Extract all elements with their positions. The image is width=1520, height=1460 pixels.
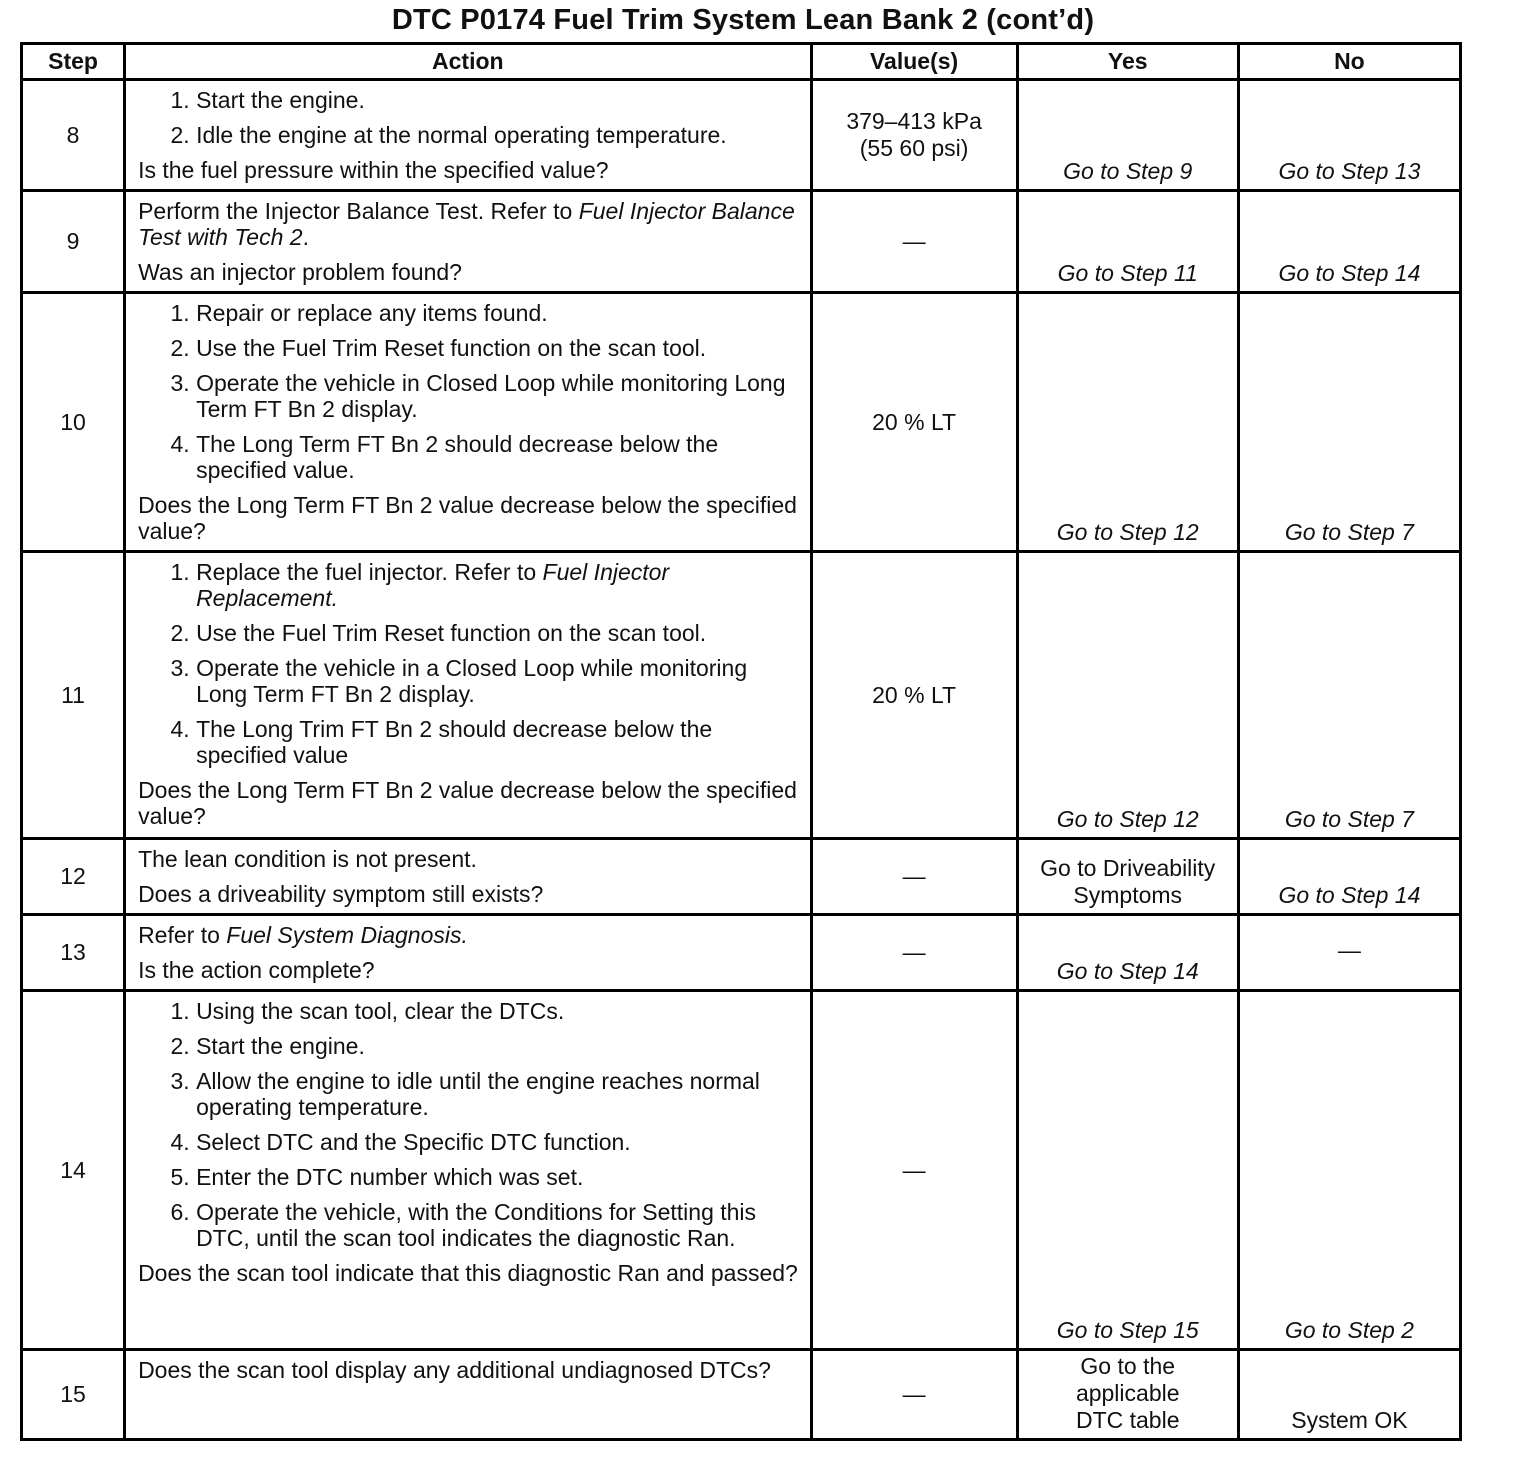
no-cell: Go to Step 13 <box>1238 80 1460 191</box>
reference-link[interactable]: Fuel Injector Balance Test with Tech 2 <box>138 198 795 250</box>
value-cell: 20 % LT <box>811 552 1017 839</box>
action-step: 2. Start the engine. <box>196 1033 799 1059</box>
yes-cell: Go to Step 15 <box>1017 991 1238 1350</box>
yes-cell: Go to Step 12 <box>1017 552 1238 839</box>
no-cell: — <box>1238 915 1460 991</box>
table-row <box>22 839 1461 915</box>
step-number: 15 <box>22 1350 125 1440</box>
action-steps <box>138 87 799 148</box>
action-intro: The lean condition is not present. <box>138 846 477 872</box>
action-question: Does the scan tool display any additional undiagnosed DTCs? <box>138 1357 771 1383</box>
value-cell: 20 % LT <box>811 293 1017 552</box>
action-cell <box>125 552 811 839</box>
action-step: 6. Operate the vehicle, with the Conditions for Setting this DTC, until the scan tool indicates the diagnostic Ran. <box>196 1199 799 1251</box>
yes-line: Go to Driveability <box>1040 855 1216 881</box>
header-action: Action <box>125 44 811 80</box>
action-question: Does the Long Term FT Bn 2 value decrease below the specified value? <box>138 777 797 829</box>
table-row <box>22 1350 1461 1440</box>
action-step: 4. The Long Term FT Bn 2 should decrease below the specified value. <box>196 431 799 483</box>
yes-line: Go to the <box>1080 1353 1176 1379</box>
action-step: 2. Use the Fuel Trim Reset function on the scan tool. <box>196 620 799 646</box>
step-number: 12 <box>22 839 125 915</box>
step-text: Replace the fuel injector. Refer to <box>196 559 543 585</box>
action-step: 2. Idle the engine at the normal operating temperature. <box>196 122 799 148</box>
value-cell: — <box>811 1350 1017 1440</box>
no-cell: Go to Step 2 <box>1238 991 1460 1350</box>
action-question: Does a driveability symptom still exists? <box>138 881 544 907</box>
action-steps <box>138 300 799 483</box>
no-cell: Go to Step 14 <box>1238 839 1460 915</box>
action-step: 1. Start the engine. <box>196 87 799 113</box>
action-question: Was an injector problem found? <box>138 259 462 285</box>
action-cell <box>125 991 811 1350</box>
action-question: Does the scan tool indicate that this diagnostic Ran and passed? <box>138 1260 798 1286</box>
table-row <box>22 991 1461 1350</box>
yes-line: Symptoms <box>1073 882 1183 908</box>
action-intro <box>138 198 799 250</box>
yes-cell: Go to Step 14 <box>1017 915 1238 991</box>
yes-cell: Go to Step 9 <box>1017 80 1238 191</box>
action-step: 3. Allow the engine to idle until the engine reaches normal operating temperature. <box>196 1068 799 1120</box>
no-cell: Go to Step 14 <box>1238 191 1460 293</box>
header-step: Step <box>22 44 125 80</box>
action-step: 3. Operate the vehicle in a Closed Loop while monitoring Long Term FT Bn 2 display. <box>196 655 799 707</box>
action-step: 1. Using the scan tool, clear the DTCs. <box>196 998 799 1024</box>
table-row <box>22 293 1461 552</box>
value-cell: — <box>811 839 1017 915</box>
table-row <box>22 80 1461 191</box>
action-question: Does the Long Term FT Bn 2 value decrease below the specified value? <box>138 492 797 544</box>
no-cell: Go to Step 7 <box>1238 552 1460 839</box>
step-number: 9 <box>22 191 125 293</box>
no-cell: Go to Step 7 <box>1238 293 1460 552</box>
action-cell <box>125 1350 811 1440</box>
action-steps <box>138 559 799 768</box>
value-cell: — <box>811 191 1017 293</box>
action-question: Is the action complete? <box>138 957 375 983</box>
reference-link[interactable]: Fuel System Diagnosis. <box>226 922 468 948</box>
yes-line: DTC table <box>1075 1407 1180 1433</box>
yes-line: applicable <box>1075 1380 1180 1406</box>
action-step: 2. Use the Fuel Trim Reset function on the scan tool. <box>196 335 799 361</box>
action-step: 5. Enter the DTC number which was set. <box>196 1164 799 1190</box>
header-values: Value(s) <box>811 44 1017 80</box>
intro-text: Refer to <box>138 922 227 948</box>
step-number: 13 <box>22 915 125 991</box>
action-step <box>196 559 799 611</box>
step-number: 10 <box>22 293 125 552</box>
diagnostic-table <box>20 42 1462 1441</box>
step-number: 11 <box>22 552 125 839</box>
reference-link[interactable]: Fuel Injector Replacement. <box>196 559 670 611</box>
intro-tail: . <box>302 224 309 250</box>
intro-text: Perform the Injector Balance Test. Refer to <box>138 198 579 224</box>
no-cell: System OK <box>1238 1350 1460 1440</box>
value-line: 379–413 kPa <box>846 108 982 134</box>
action-step: 3. Operate the vehicle in Closed Loop while monitoring Long Term FT Bn 2 display. <box>196 370 799 422</box>
yes-cell: Go to Step 11 <box>1017 191 1238 293</box>
action-cell <box>125 191 811 293</box>
action-steps <box>138 998 799 1251</box>
table-row <box>22 915 1461 991</box>
action-cell <box>125 915 811 991</box>
table-row <box>22 191 1461 293</box>
value-cell: — <box>811 991 1017 1350</box>
action-step: 4. Select DTC and the Specific DTC function. <box>196 1129 799 1155</box>
yes-cell <box>1017 1350 1238 1440</box>
header-row <box>22 44 1461 80</box>
page-title: DTC P0174 Fuel Trim System Lean Bank 2 (cont’d) <box>391 4 1095 36</box>
header-no: No <box>1238 44 1460 80</box>
action-cell <box>125 80 811 191</box>
value-cell: — <box>811 915 1017 991</box>
action-intro <box>138 922 799 948</box>
step-number: 14 <box>22 991 125 1350</box>
action-question: Is the fuel pressure within the specified value? <box>138 157 609 183</box>
table-row <box>22 552 1461 839</box>
header-yes: Yes <box>1017 44 1238 80</box>
action-cell <box>125 293 811 552</box>
value-cell <box>811 80 1017 191</box>
value-line: (55 60 psi) <box>859 135 969 161</box>
yes-cell: Go to Step 12 <box>1017 293 1238 552</box>
action-step: 1. Repair or replace any items found. <box>196 300 799 326</box>
action-cell <box>125 839 811 915</box>
step-number: 8 <box>22 80 125 191</box>
yes-cell <box>1017 839 1238 915</box>
action-step: 4. The Long Trim FT Bn 2 should decrease below the specified value <box>196 716 799 768</box>
